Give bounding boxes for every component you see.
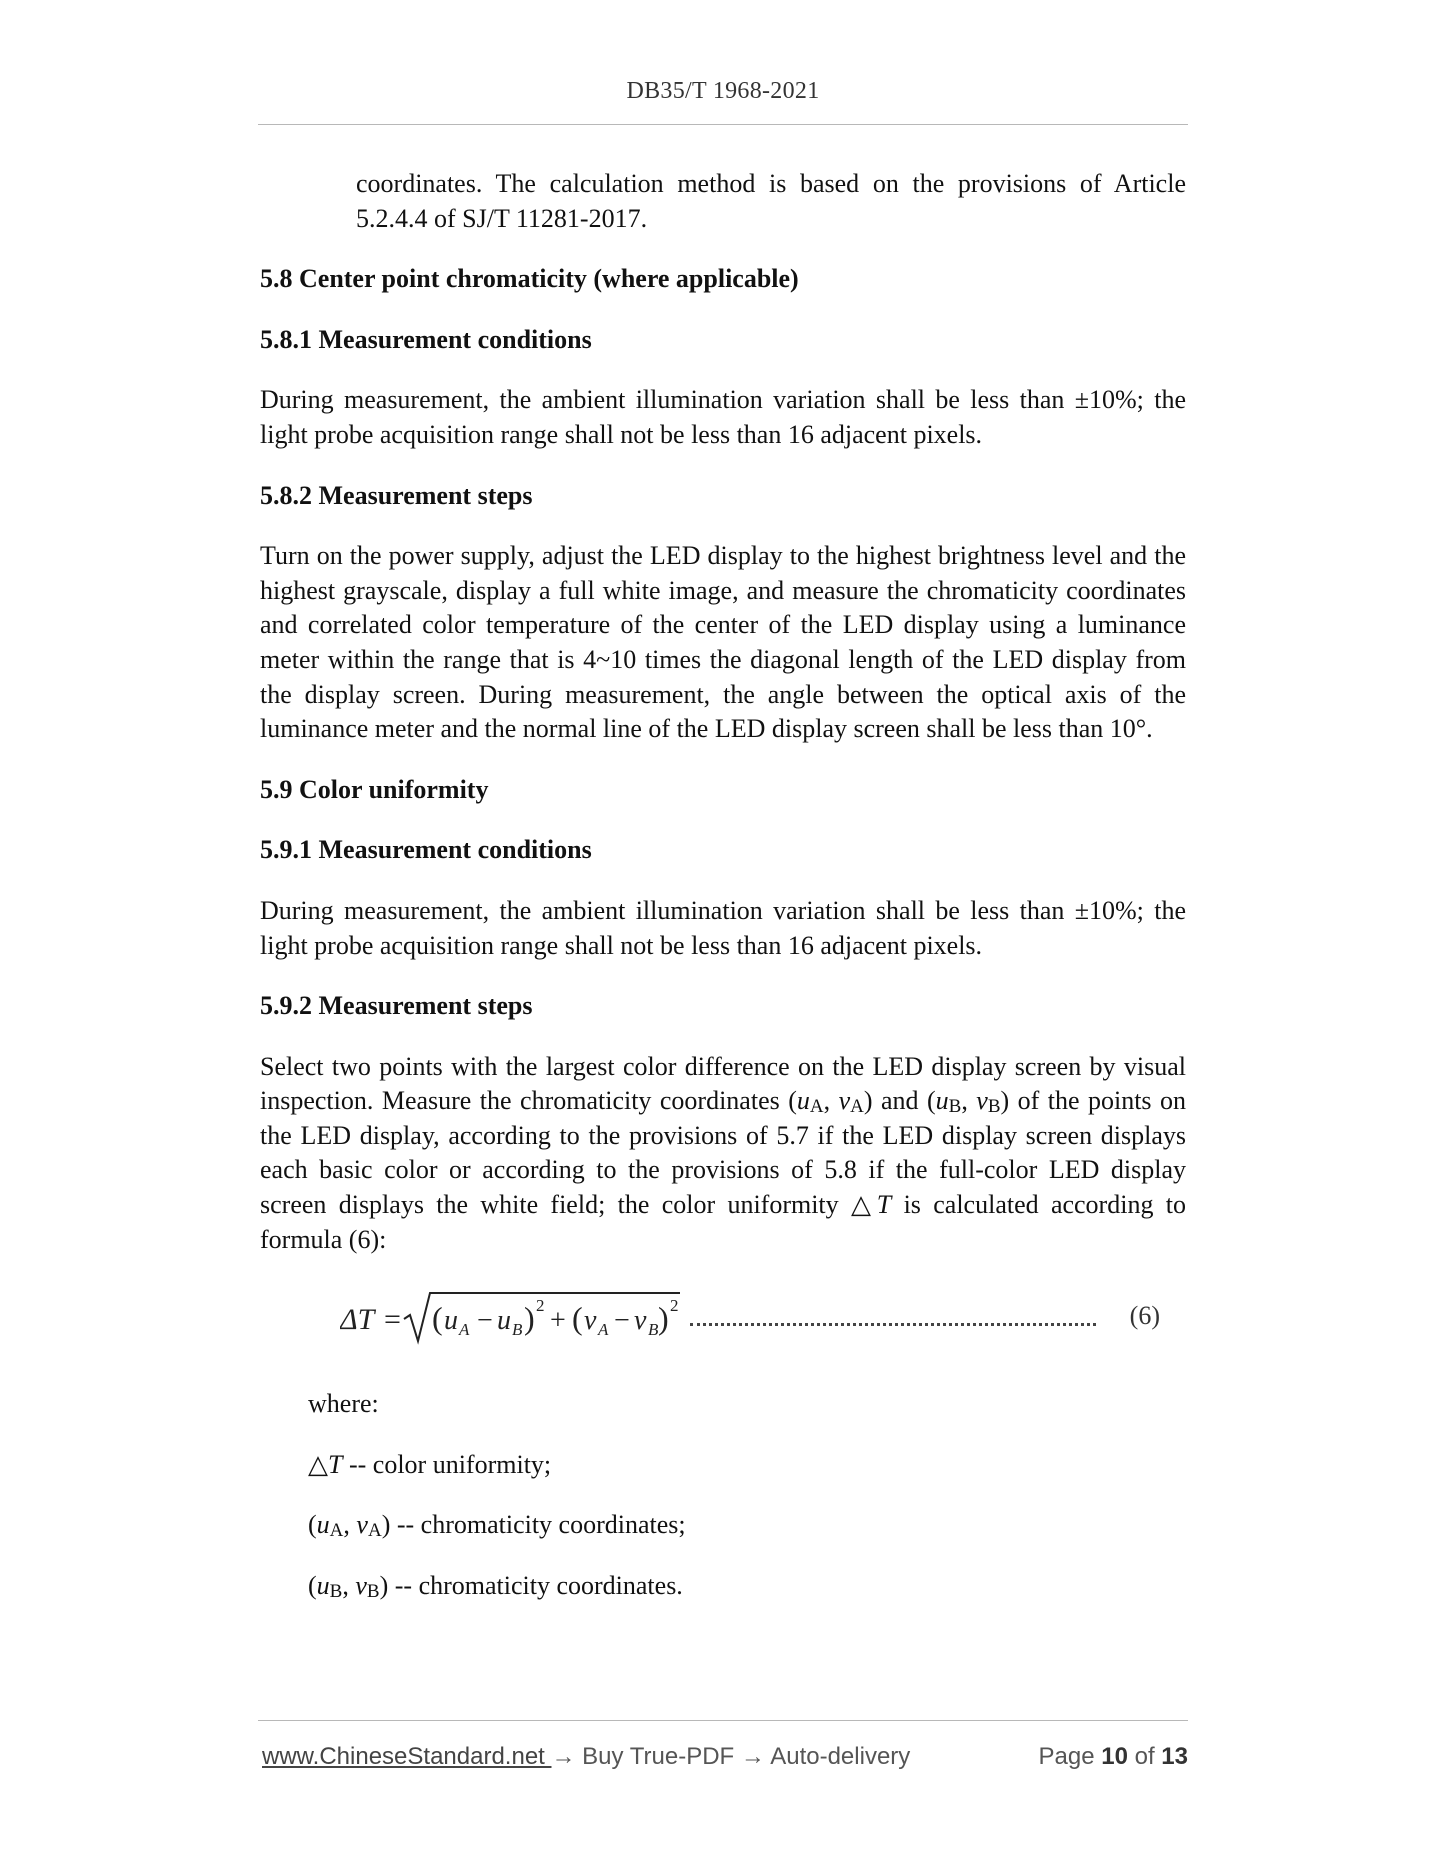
formula-sub-a: A [459, 1320, 470, 1340]
section-5-9-1-heading: 5.9.1 Measurement conditions [260, 835, 592, 865]
formula-sub-a-2: A [598, 1320, 609, 1340]
formula-lhs: ΔT [340, 1303, 375, 1337]
where-label: where: [308, 1389, 379, 1419]
buy-pdf-text: Buy True-PDF [575, 1743, 741, 1770]
sub-a: A [809, 1096, 824, 1118]
formula-6 [260, 1283, 1186, 1361]
formula-sub-b-2: B [648, 1320, 659, 1340]
var-u-a: u [796, 1086, 810, 1116]
website-link[interactable]: www.ChineseStandard.net [262, 1743, 552, 1770]
page-label: Page [1038, 1743, 1095, 1770]
equation-leader-dots [690, 1323, 1096, 1326]
formula-u-a: u [444, 1305, 458, 1337]
para-text-b: ) of the points on the LED display, according to the provisions of 5.7 if the LED display screen displays each basic color or according to the provisions of 5.8 if the full-color LED display screen displays the white field; the color uniformity [260, 1086, 1187, 1220]
document-body [260, 167, 1186, 1604]
definition-coordinates-a [260, 1508, 1186, 1543]
formula-paren-open-2: ( [572, 1300, 583, 1337]
formula-paren-close-1: ) [524, 1300, 535, 1337]
formula-minus-2: − [614, 1305, 630, 1337]
section-5-9-2-paragraph [260, 1050, 1186, 1258]
var-v: v [355, 1571, 367, 1601]
formula-graphic [340, 1283, 680, 1353]
page-footer [262, 1743, 1188, 1777]
section-5-8-1-heading: 5.8.1 Measurement conditions [260, 324, 592, 354]
page-number [1039, 1743, 1189, 1771]
section-5-8-2-heading: 5.8.2 Measurement steps [260, 480, 533, 510]
comma: , [342, 1571, 356, 1601]
arrow-right-icon: → [740, 1743, 765, 1770]
of-label: of [1134, 1743, 1155, 1770]
sub-b: B [948, 1096, 962, 1118]
section-5-9-heading: 5.9 Color uniformity [260, 774, 489, 804]
formula-minus-1: − [477, 1305, 493, 1337]
auto-delivery-text: Auto-delivery [764, 1743, 911, 1770]
sub-b: B [366, 1581, 380, 1603]
sub-a: A [367, 1520, 382, 1542]
section-5-9-2-heading: 5.9.2 Measurement steps [260, 991, 533, 1021]
sub-a: A [329, 1520, 344, 1542]
formula-paren-open-1: ( [432, 1300, 443, 1337]
section-5-9-1-paragraph: During measurement, the ambient illumination variation shall be less than ±10%; the light probe acquisition range shall not be less than 16 adjacent pixels. [260, 895, 1186, 960]
delta-t-symbol: △T [308, 1449, 343, 1479]
open-paren: ( [308, 1571, 317, 1601]
document-code-header: DB35/T 1968-2021 [626, 78, 820, 104]
var-v-a: v [838, 1086, 851, 1116]
comma: , [961, 1086, 977, 1116]
formula-square-2: 2 [670, 1296, 679, 1316]
comma: , [823, 1086, 839, 1116]
equation-number: (6) [1129, 1301, 1160, 1331]
var-v-b: v [976, 1086, 988, 1116]
sub-b: B [987, 1096, 1001, 1118]
para-text-c: is calculated according to formula (6): [260, 1190, 1186, 1254]
var-u-b: u [935, 1086, 949, 1116]
definition-text: -- color uniformity; [342, 1449, 552, 1479]
definition-text: ) -- chromaticity coordinates; [381, 1510, 686, 1540]
section-5-8-heading: 5.8 Center point chromaticity (where applicable) [260, 264, 799, 294]
definition-delta-t [260, 1448, 1186, 1483]
comma: , [343, 1510, 357, 1540]
continued-paragraph: coordinates. The calculation method is based on the provisions of Article 5.2.4.4 of SJ/T 11281-2017. [356, 169, 1186, 233]
formula-sub-b: B [512, 1320, 523, 1340]
formula-plus: + [550, 1305, 566, 1337]
formula-equals: = [384, 1303, 401, 1337]
var-u: u [316, 1571, 330, 1601]
var-v: v [356, 1510, 368, 1540]
para-text-a: Select two points with the largest color difference on the LED display screen by visual inspection. Measure the chromaticity coordinates ( [260, 1051, 1186, 1116]
formula-square-1: 2 [536, 1296, 545, 1316]
sub-a: A [850, 1096, 864, 1118]
section-5-8-2-paragraph: Turn on the power supply, adjust the LED display to the highest brightness level and the highest grayscale, display a full white image, and measure the chromaticity coordinates and correlated color temperature of the center of the LED display using a luminance meter within the range that is 4~10 times the diagonal length of the LED display from the display screen. During measurement, the angle between the optical axis of the luminance meter and the normal line of the LED display screen shall be less than 10°. [260, 541, 1186, 744]
and-open: ) and ( [863, 1086, 936, 1116]
delta-t-symbol: △T [850, 1190, 892, 1220]
current-page: 10 [1101, 1743, 1128, 1770]
footer-rule [258, 1720, 1188, 1721]
formula-paren-close-2: ) [658, 1300, 669, 1337]
formula-u-b: u [497, 1305, 511, 1337]
open-paren: ( [308, 1510, 317, 1540]
definition-coordinates-b [260, 1569, 1186, 1604]
arrow-right-icon: → [551, 1743, 576, 1770]
formula-v-b: v [634, 1305, 647, 1337]
var-u: u [316, 1510, 330, 1540]
total-pages: 13 [1161, 1743, 1188, 1770]
section-5-8-1-paragraph: During measurement, the ambient illumination variation shall be less than ±10%; the light probe acquisition range shall not be less than 16 adjacent pixels. [260, 385, 1186, 449]
formula-v-a: v [584, 1305, 597, 1337]
footer-promo [262, 1743, 910, 1771]
sub-b: B [329, 1581, 343, 1603]
header-rule [258, 124, 1188, 125]
definition-text: ) -- chromaticity coordinates. [379, 1571, 683, 1601]
